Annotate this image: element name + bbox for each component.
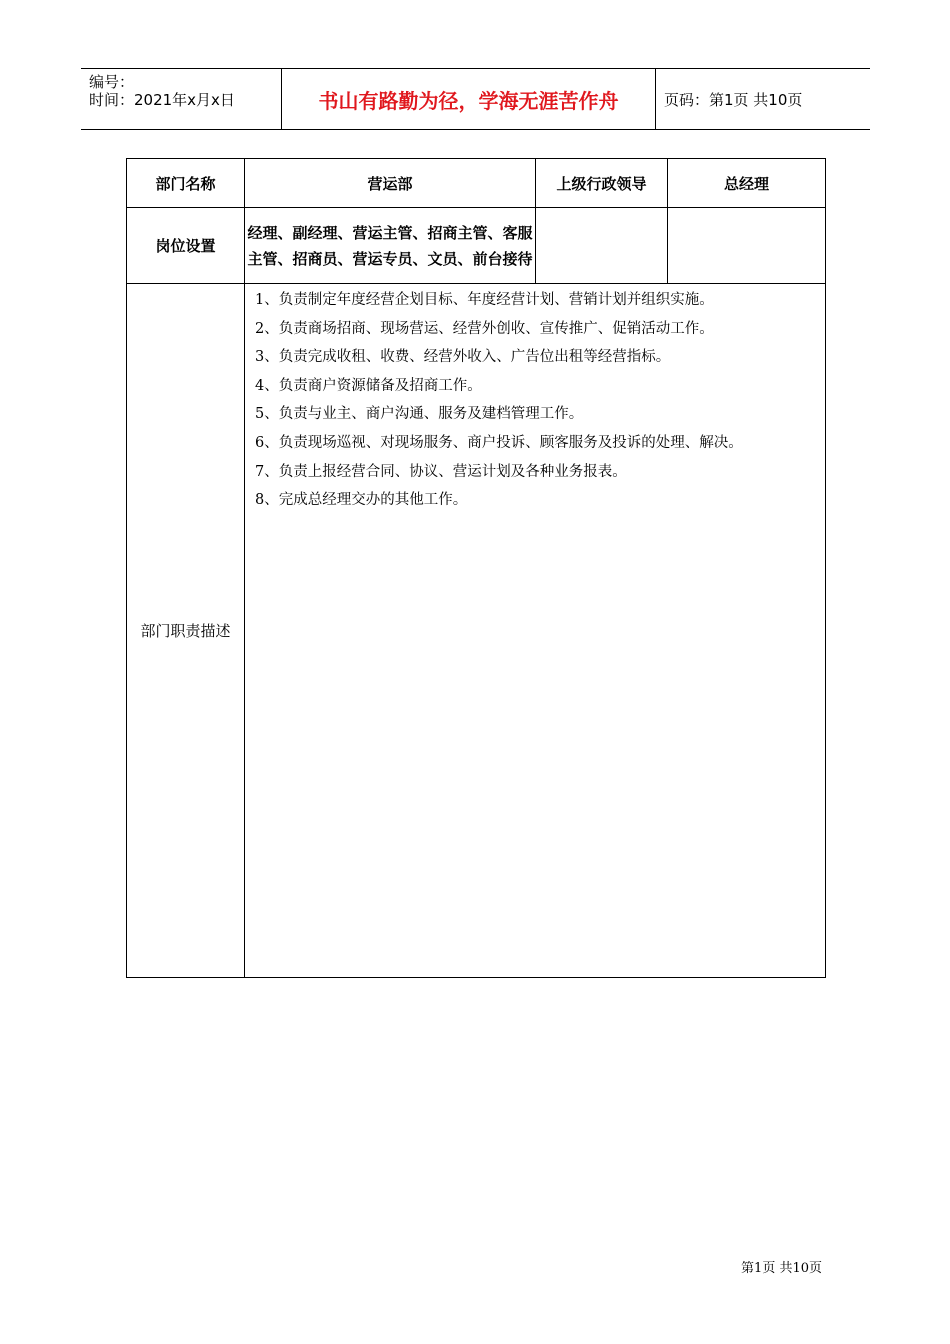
row-positions — [127, 208, 826, 284]
page-header — [81, 68, 870, 130]
positions-empty-cell-2 — [668, 208, 826, 284]
row-duties — [127, 284, 826, 978]
page-footer: 第1页 共10页 — [741, 1261, 822, 1276]
header-meta-cell — [81, 69, 282, 129]
positions-empty-cell-1 — [536, 208, 668, 284]
positions-label: 岗位设置 — [127, 208, 245, 284]
document-number-label: 编号： — [89, 73, 135, 91]
duty-item: 3、负责完成收租、收费、经营外收入、广告位出租等经营指标。 — [255, 349, 671, 366]
duty-item: 7、负责上报经营合同、协议、营运计划及各种业务报表。 — [255, 463, 627, 480]
duty-item: 1、负责制定年度经营企划目标、年度经营计划、营销计划并组织实施。 — [255, 292, 714, 308]
duties-content — [245, 284, 826, 978]
row-department-name — [127, 159, 826, 208]
header-page-info: 页码：第1页 共10页 — [664, 90, 803, 109]
superior-value: 总经理 — [668, 159, 826, 208]
superior-label: 上级行政领导 — [536, 159, 668, 208]
duty-item: 2、负责商场招商、现场营运、经营外创收、宣传推广、促销活动工作。 — [255, 320, 714, 337]
positions-value: 经理、副经理、营运主管、招商主管、客服主管、招商员、营运专员、文员、前台接待 — [245, 208, 536, 284]
duty-item: 5、负责与业主、商户沟通、服务及建档管理工作。 — [255, 406, 584, 423]
department-info-table — [126, 158, 826, 978]
duty-item: 8、完成总经理交办的其他工作。 — [255, 492, 468, 509]
dept-name-value: 营运部 — [245, 159, 536, 208]
duties-label: 部门职责描述 — [127, 284, 245, 978]
header-page-cell — [656, 69, 870, 129]
header-motto-cell — [282, 69, 656, 129]
duty-item: 6、负责现场巡视、对现场服务、商户投诉、顾客服务及投诉的处理、解决。 — [255, 434, 743, 451]
document-date-label: 时间：2021年x月x日 — [89, 91, 235, 109]
dept-name-label: 部门名称 — [127, 159, 245, 208]
duties-list — [255, 286, 825, 515]
header-motto: 书山有路勤为径，学海无涯苦作舟 — [318, 88, 619, 113]
duty-item: 4、负责商户资源储备及招商工作。 — [255, 377, 482, 394]
